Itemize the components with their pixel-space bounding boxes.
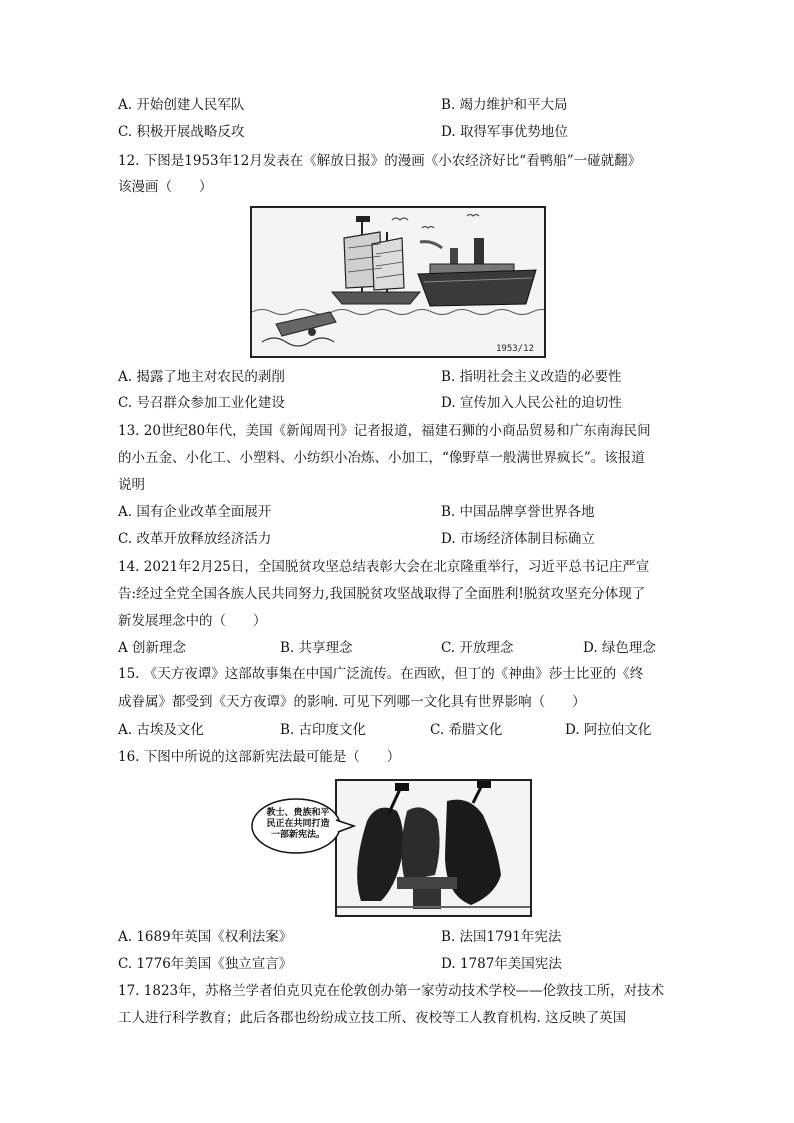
option-letter: B.: [441, 929, 456, 945]
q12-option-b[interactable]: [441, 367, 622, 387]
q12-option-a[interactable]: [118, 367, 285, 387]
option-text: 竭力维护和平大局: [459, 97, 568, 113]
option-letter: C.: [118, 956, 133, 972]
speech-bubble: [250, 796, 346, 856]
option-letter: B.: [280, 722, 295, 738]
q14-stem-line1: 14. 2021年2月25日，全国脱贫攻坚总结表彰大会在北京隆重举行，习近平总书记庄严宣: [118, 559, 650, 575]
q16-option-c[interactable]: [118, 954, 292, 974]
q14-option-c[interactable]: [441, 638, 513, 658]
option-letter: D.: [441, 124, 456, 140]
option-text: 1689年英国《权利法案》: [136, 929, 293, 945]
option-letter: A.: [118, 369, 133, 385]
option-letter: D.: [583, 640, 598, 656]
q13-stem-line2: 的小五金、小化工、小塑料、小纺织小冶炼、小加工，“像野草一般满世界疯长”。该报道: [118, 450, 645, 466]
q15-stem-line2: 成眷属》都受到《天方夜谭》的影响. 可见下列哪一文化具有世界影响（ ）: [118, 694, 586, 710]
option-text: 国有企业改革全面展开: [136, 504, 272, 520]
option-letter: B.: [280, 640, 295, 656]
option-letter: D.: [441, 531, 456, 547]
option-letter: B.: [441, 369, 456, 385]
q12-cartoon-figure: [250, 206, 546, 358]
option-letter: C.: [430, 722, 445, 738]
q13-option-c[interactable]: [118, 529, 271, 549]
q12-option-d[interactable]: [441, 393, 622, 413]
q11-option-d[interactable]: [441, 122, 568, 142]
option-letter: D.: [441, 956, 456, 972]
option-text: 1776年美国《独立宣言》: [136, 956, 293, 972]
option-text: 中国品牌享誉世界各地: [459, 504, 595, 520]
option-text: 共享理念: [298, 640, 353, 656]
option-letter: A.: [118, 929, 133, 945]
option-letter: B.: [441, 504, 456, 520]
option-letter: C.: [118, 124, 133, 140]
q17-stem-line1: 17. 1823年，苏格兰学者伯克贝克在伦敦创办第一家劳动技术学校——伦敦技工所，对技术: [118, 983, 665, 999]
q14-stem-line2: 告:经过全党全国各族人民共同努力,我国脱贫攻坚战取得了全面胜利!脱贫攻坚充分体现了: [118, 586, 646, 602]
q13-option-b[interactable]: [441, 502, 595, 522]
q15-option-b[interactable]: [280, 720, 366, 740]
q12-option-c[interactable]: [118, 393, 285, 413]
option-text: 揭露了地主对农民的剥削: [136, 369, 285, 385]
option-text: 宣传加入人民公社的迫切性: [459, 395, 622, 411]
bubble-line: 一部新宪法。: [270, 830, 325, 840]
option-text: 开放理念: [459, 640, 514, 656]
option-text: 市场经济体制目标确立: [459, 531, 595, 547]
option-letter: B.: [441, 97, 456, 113]
q14-stem-line3: 新发展理念中的（ ）: [118, 613, 267, 629]
q13-option-d[interactable]: [441, 529, 595, 549]
q11-option-c[interactable]: [118, 122, 244, 142]
q17-stem-line2: 工人进行科学教育；此后各郡也纷纷成立技工所、夜校等工人教育机构. 这反映了英国: [118, 1010, 627, 1026]
q16-option-d[interactable]: [441, 954, 562, 974]
option-letter: A.: [118, 504, 133, 520]
cartoon-date-caption: 1953/12: [496, 344, 534, 354]
q14-option-a[interactable]: [118, 638, 186, 658]
q16-stem-line1: 16. 下图中所说的这部新宪法最可能是（ ）: [118, 749, 401, 765]
option-text: 法国1791年宪法: [459, 929, 562, 945]
option-text: 号召群众参加工业化建设: [136, 395, 285, 411]
option-letter: C.: [118, 531, 133, 547]
option-text: 取得军事优势地位: [459, 124, 568, 140]
cartoon-smiths-illustration: [337, 781, 530, 915]
q16-option-b[interactable]: [441, 927, 561, 947]
option-text: 绿色理念: [601, 640, 656, 656]
option-text: 改革开放释放经济活力: [136, 531, 272, 547]
option-text: 古印度文化: [298, 722, 367, 738]
cartoon-boats-illustration: [252, 208, 544, 356]
q12-stem-line2: 该漫画（ ）: [118, 179, 213, 195]
q15-option-c[interactable]: [430, 720, 502, 740]
option-letter: D.: [441, 395, 456, 411]
option-text: 指明社会主义改造的必要性: [459, 369, 622, 385]
option-letter: D.: [565, 722, 580, 738]
q14-option-b[interactable]: [280, 638, 353, 658]
option-letter: A.: [118, 97, 133, 113]
bubble-line: 教士、贵族和平: [266, 808, 330, 818]
option-text: 阿拉伯文化: [583, 722, 652, 738]
q13-option-a[interactable]: [118, 502, 271, 522]
option-text: 1787年美国宪法: [459, 956, 562, 972]
speech-bubble-text: [260, 808, 336, 841]
q11-option-a[interactable]: [118, 95, 244, 115]
q11-option-b[interactable]: [441, 95, 568, 115]
option-text: 古埃及文化: [136, 722, 204, 738]
q15-stem-line1: 15. 《天方夜谭》这部故事集在中国广泛流传。在西欧，但丁的《神曲》莎士比亚的《终: [118, 666, 644, 682]
option-text: 希腊文化: [448, 722, 503, 738]
option-letter: C.: [118, 395, 133, 411]
q14-option-d[interactable]: [583, 638, 656, 658]
option-text: 开始创建人民军队: [136, 97, 245, 113]
q12-stem-line1: 12. 下图是1953年12月发表在《解放日报》的漫画《小农经济好比“看鸭船”一碰就翻》: [118, 153, 642, 169]
q15-option-a[interactable]: [118, 720, 204, 740]
q13-stem-line3: 说明: [118, 477, 145, 493]
q16-option-a[interactable]: [118, 927, 292, 947]
option-letter: C.: [441, 640, 456, 656]
option-letter: A.: [118, 722, 133, 738]
q15-option-d[interactable]: [565, 720, 651, 740]
q16-cartoon-figure: [335, 779, 532, 917]
q13-stem-line1: 13. 20世纪80年代，美国《新闻周刊》记者报道，福建石狮的小商品贸易和广东南海民间: [118, 423, 651, 439]
option-text: 创新理念: [132, 640, 187, 656]
option-letter: A: [118, 640, 128, 656]
bubble-line: 民正在共同打造: [266, 819, 330, 829]
option-text: 积极开展战略反攻: [136, 124, 245, 140]
